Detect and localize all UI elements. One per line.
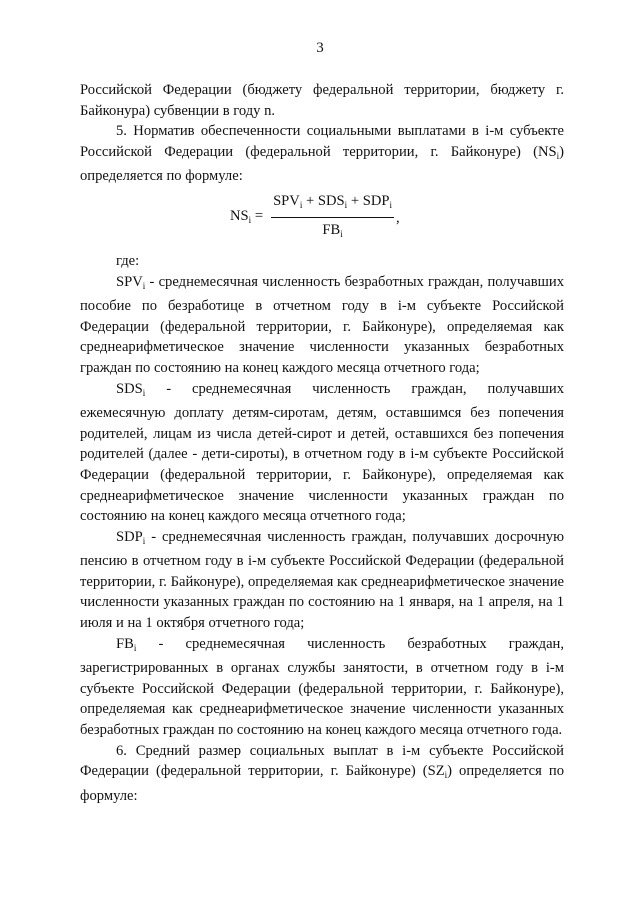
formula-ns: $NS_i$ = $\frac{SPV_i + SDS_i + SDP_i}{FB_i}$ , [80,193,564,243]
definition-fb: $FB_i$ - среднемесячная численность безработных граждан, зарегистрированных в органах службы занятости, в отчетном году в i-м субъекте Российской Федерации (федеральной территории, г. Байконуре), определяемая как среднеарифметическое значение численности указанных безработных граждан по состоянию на конец каждого месяца отчетного года. [80,635,564,739]
formula-numerator: $SPV_i + SDS_i + SDP_i$ [271,191,394,219]
paragraph-6: 6. Средний размер социальных выплат в i-м субъекте Российской Федерации (федеральной территории, г. Байконуре) $(SZ_i)$ определяется по формуле: [80,742,564,804]
formula-fraction [271,191,394,245]
definition-sds: $SDS_i$ - среднемесячная численность граждан, получавших ежемесячную доплату детям-сиротам, детям, оставшимся без попечения родителей, лицам из числа детей-сирот и детей, оставшихся без попечения родителей (далее - дети-сироты), в отчетном году в i-м субъекте Российской Федерации (федеральной территории, г. Байконуре), определяемая как среднеарифметическое значение численности указанных граждан по состоянию на конец каждого месяца отчетного года; [80,380,564,525]
page-number: 3 [316,40,324,56]
definition-sdp: $SDP_i$ - среднемесячная численность граждан, получавших досрочную пенсию в отчетном году в i-м субъекте Российской Федерации (федеральной территории, г. Байконуре), определяемая как среднеарифметическое значение численности указанных граждан по состоянию на 1 января, на 1 апреля, на 1 июля и на 1 октября отчетного года; [80,528,564,632]
document-body [80,80,564,806]
formula-lhs: $NS_i$ = [230,207,264,225]
formula-denominator: $FB_i$ [322,222,343,240]
where-label: где: [116,252,140,269]
definition-spv: $SPV_i$ - среднемесячная численность безработных граждан, получавших пособие по безработице в отчетном году в i-м субъекте Российской Федерации (федеральной территории, г. Байконуре), определяемая как среднеарифметическое значение численности указанных безработных граждан по состоянию на конец каждого месяца отчетного года; [80,273,564,376]
paragraph-5: 5. Норматив обеспеченности социальными выплатами в i-м субъекте Российской Федерации (федеральной территории, г. Байконуре) $(NS_i)$ определяется по формуле: [80,123,564,185]
paragraph-continuation: Российской Федерации (бюджету федеральной территории, бюджету г. Байконура) субвенции в году n. [80,82,564,119]
